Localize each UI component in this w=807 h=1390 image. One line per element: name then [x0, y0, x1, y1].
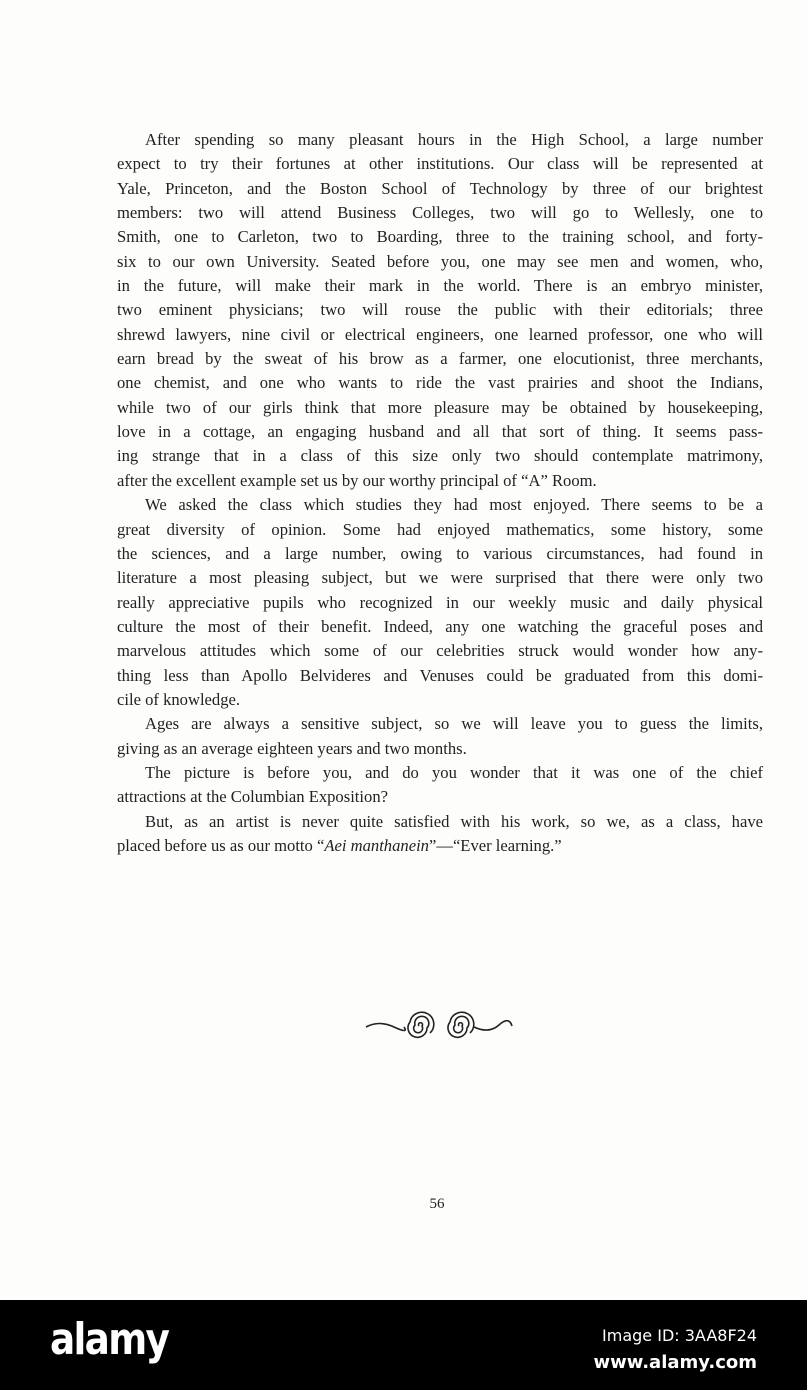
- text-line: ing strange that in a class of this size only two should contemplate matrimony,: [117, 446, 763, 466]
- text-line: expect to try their fortunes at other institutions. Our class will be represented at: [117, 154, 763, 174]
- text-line: Yale, Princeton, and the Boston School of Technology by three of our brightest: [117, 178, 763, 198]
- text-line: The picture is before you, and do you wonder that it was one of the chief: [145, 762, 763, 782]
- text-line: while two of our girls think that more pleasure may be obtained by housekeeping,: [117, 397, 763, 417]
- text-line: shrewd lawyers, nine civil or electrical engineers, one learned professor, one who will: [117, 324, 763, 344]
- text-line: placed before us as our motto “Aei manthanein”—“Ever learning.”: [117, 835, 562, 855]
- text-line: the sciences, and a large number, owing to various circumstances, had found in: [117, 543, 763, 563]
- text-line: attractions at the Columbian Exposition?: [117, 787, 388, 807]
- text-line: giving as an average eighteen years and two months.: [117, 738, 467, 758]
- text-line: Smith, one to Carleton, two to Boarding, three to the training school, and forty-: [117, 227, 763, 247]
- body-text: [117, 128, 763, 858]
- image-id: Image ID: 3AA8F24: [602, 1326, 757, 1345]
- text-line: earn bread by the sweat of his brow as a farmer, one elocutionist, three merchants,: [117, 349, 763, 369]
- text-line: one chemist, and one who wants to ride the vast prairies and shoot the Indians,: [117, 373, 763, 393]
- text-line: great diversity of opinion. Some had enjoyed mathematics, some history, some: [117, 519, 763, 539]
- text-line: six to our own University. Seated before you, one may see men and women, who,: [117, 251, 763, 271]
- text-line: members: two will attend Business Colleges, two will go to Wellesly, one to: [117, 203, 763, 223]
- text-line: After spending so many pleasant hours in the High School, a large number: [145, 130, 763, 149]
- text-line: thing less than Apollo Belvideres and Venuses could be graduated from this domi-: [117, 665, 763, 685]
- text-line: Ages are always a sensitive subject, so we will leave you to guess the limits,: [145, 714, 763, 734]
- text-line: in the future, will make their mark in the world. There is an embryo minister,: [117, 276, 763, 296]
- spiral-ornament-icon: [364, 1008, 514, 1044]
- text-line: literature a most pleasing subject, but we were surprised that there were only two: [117, 568, 763, 588]
- text-line: We asked the class which studies they had most enjoyed. There seems to be a: [145, 495, 763, 515]
- text-line: after the excellent example set us by our worthy principal of “A” Room.: [117, 470, 597, 490]
- text-line: love in a cottage, an engaging husband and all that sort of thing. It seems pass-: [117, 422, 763, 442]
- watermark-bar: [0, 1300, 807, 1390]
- alamy-logo: alamy: [50, 1314, 169, 1365]
- text-line: really appreciative pupils who recognized in our weekly music and daily physical: [117, 592, 763, 612]
- text-line: cile of knowledge.: [117, 689, 241, 709]
- text-line: culture the most of their benefit. Indeed, any one watching the graceful poses and: [117, 616, 763, 636]
- text-line: two eminent physicians; two will rouse the public with their editorials; three: [117, 300, 763, 320]
- text-line: marvelous attitudes which some of our celebrities struck would wonder how any-: [117, 641, 763, 661]
- page-number: 56: [429, 1196, 445, 1212]
- text-line: But, as an artist is never quite satisfied with his work, so we, as a class, have: [145, 811, 763, 831]
- watermark-url: www.alamy.com: [593, 1352, 757, 1373]
